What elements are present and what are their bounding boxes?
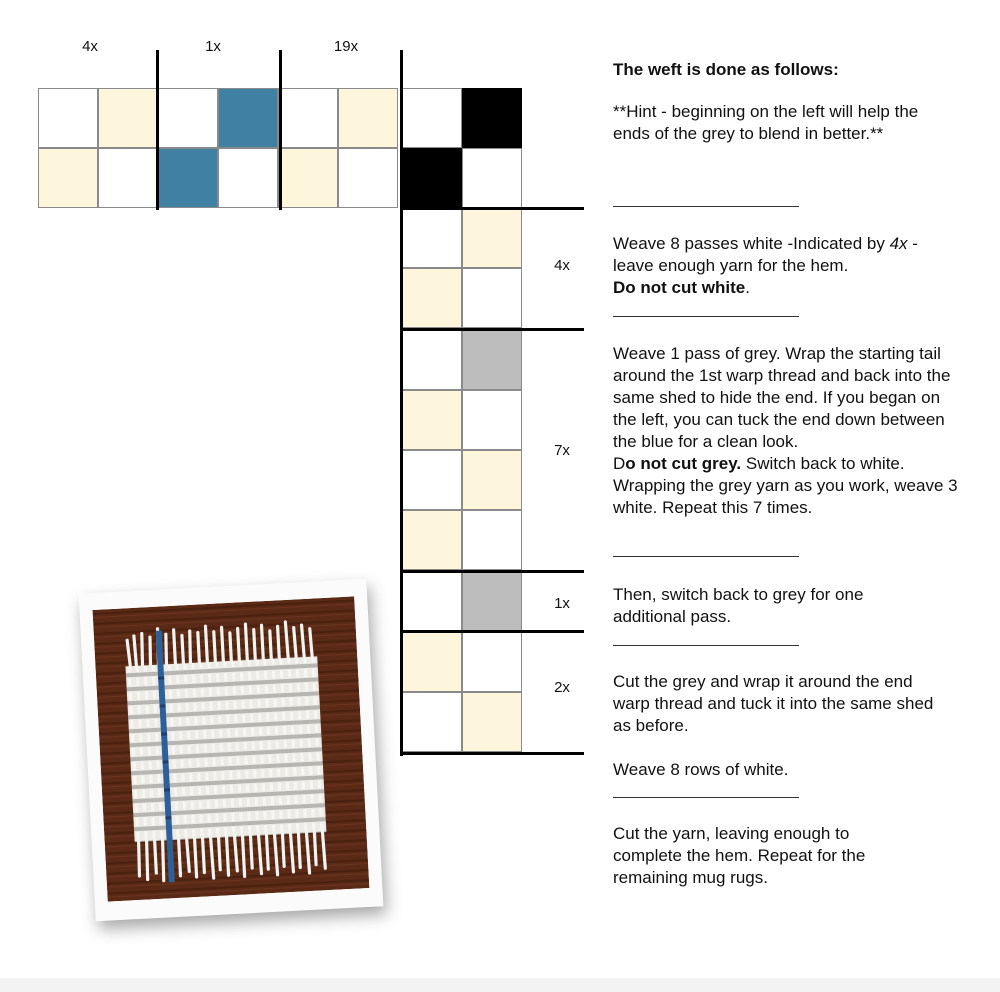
woven-mug-rug-image	[92, 596, 369, 901]
draft-cell	[98, 88, 158, 148]
draft-cell	[278, 88, 338, 148]
draft-cell	[402, 88, 462, 148]
step-grey-pass: Then, switch back to grey for one additional pass.	[613, 585, 864, 626]
step-grey-repeat: Weave 1 pass of grey. Wrap the starting tail around the 1st warp thread and back into the same shed to hide the end. If you began on the left, you can tuck the end down between the blue for a clean look. Do not cut grey. Switch back to white. Wrapping the grey yarn as you work, weave 3 white. Repeat this 7 times.	[613, 344, 958, 517]
warp-repeat-label: 4x	[82, 38, 98, 55]
step-weave-final-white: Weave 8 rows of white.	[613, 760, 789, 779]
treadling-cell	[402, 268, 462, 328]
separator-line	[613, 556, 799, 557]
treadling-cell	[402, 390, 462, 450]
warp-repeat-label: 1x	[205, 38, 221, 55]
repeat-divider	[156, 50, 159, 210]
repeat-divider	[400, 630, 584, 633]
draft-cell	[338, 88, 398, 148]
repeat-divider	[400, 328, 584, 331]
treadling-cell	[462, 450, 522, 510]
step-weave-white: Weave 8 passes white -Indicated by 4x - leave enough yarn for the hem. Do not cut white.	[613, 234, 918, 297]
draft-cell	[218, 148, 278, 208]
draft-cell	[158, 88, 218, 148]
step-cut-yarn: Cut the yarn, leaving enough to complete the hem. Repeat for the remaining mug rugs.	[613, 824, 866, 887]
draft-cell	[218, 88, 278, 148]
treadling-cell	[462, 632, 522, 692]
draft-cell	[462, 148, 522, 208]
treadling-cell	[462, 268, 522, 328]
treadling-cell	[462, 692, 522, 752]
draft-cell	[338, 148, 398, 208]
draft-cell	[38, 148, 98, 208]
tie-up-cell	[402, 148, 462, 208]
step-cut-grey: Cut the grey and wrap it around the end warp thread and tuck it into the same shed as before.	[613, 672, 934, 735]
hint-text: **Hint - beginning on the left will help the ends of the grey to blend in better.**	[613, 102, 919, 143]
treadling-cell	[462, 572, 522, 632]
treadling-cell	[462, 330, 522, 390]
repeat-divider	[400, 207, 584, 210]
treadling-cell	[462, 390, 522, 450]
separator-line	[613, 316, 799, 317]
treadling-cell	[402, 330, 462, 390]
warp-repeat-label: 19x	[333, 38, 359, 55]
treadling-cell	[402, 572, 462, 632]
treadling-cell	[462, 510, 522, 570]
separator-line	[613, 206, 799, 207]
draft-cell	[98, 148, 158, 208]
draft-cell	[38, 88, 98, 148]
tie-up-cell	[462, 88, 522, 148]
weft-repeat-label: 7x	[554, 442, 570, 459]
page-footer-strip	[0, 978, 1000, 992]
repeat-divider	[400, 570, 584, 573]
draft-cell	[278, 148, 338, 208]
treadling-cell	[402, 450, 462, 510]
repeat-divider	[279, 50, 282, 210]
weft-repeat-label: 4x	[554, 257, 570, 274]
instructions-heading: The weft is done as follows:	[613, 60, 839, 79]
treadling-cell	[402, 632, 462, 692]
mug-rug-photo	[79, 579, 384, 922]
separator-line	[613, 645, 799, 646]
weft-repeat-label: 1x	[554, 595, 570, 612]
separator-line	[613, 797, 799, 798]
treadling-cell	[402, 692, 462, 752]
draft-cell	[158, 148, 218, 208]
repeat-divider	[400, 50, 403, 756]
treadling-cell	[402, 208, 462, 268]
repeat-divider	[400, 752, 584, 755]
treadling-cell	[402, 510, 462, 570]
weft-repeat-label: 2x	[554, 679, 570, 696]
treadling-cell	[462, 208, 522, 268]
